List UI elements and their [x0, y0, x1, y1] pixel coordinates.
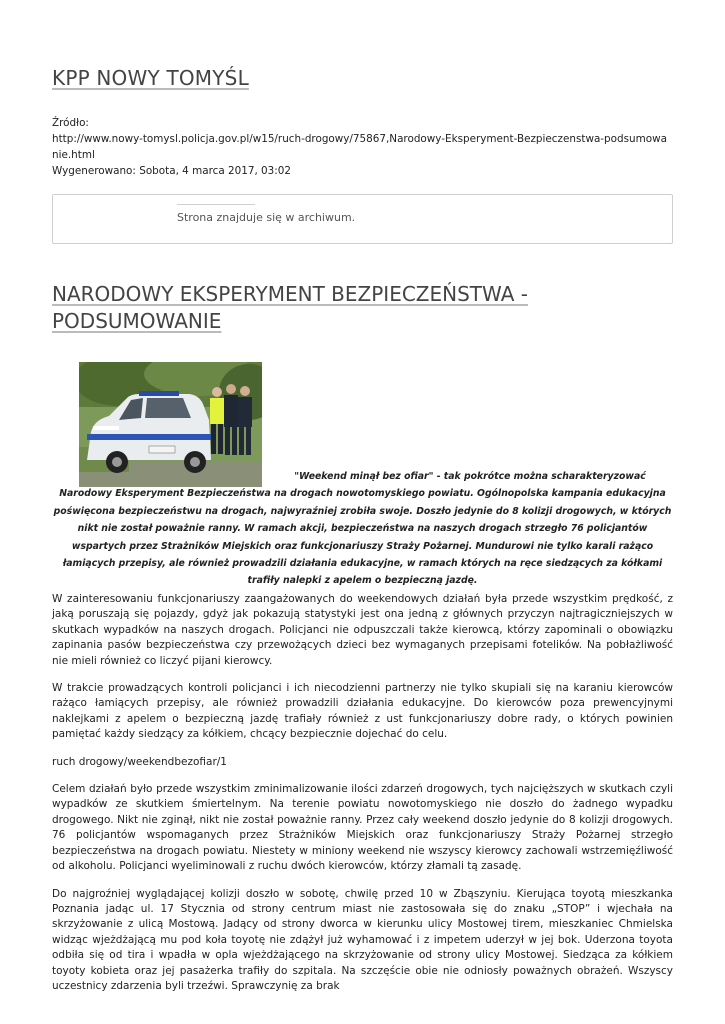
article-title: NARODOWY EKSPERYMENT BEZPIECZEŃSTWA - PODSUMOWANIE: [52, 282, 528, 333]
document-meta: [52, 115, 673, 179]
body-paragraph: W trakcie prowadzących kontroli policjanci i ich niecodzienni partnerzy nie tylko skupiali się na karaniu kierowców rażąco łamiących przepisy, ale również prowadzili działania edukacyjne. Do kierowców poza prewencyjnymi naklejkami z apelem o bezpieczną jazdę trafiały również z ust funkcjonariuszy dobre rady, o których powinien pamiętać każdy siedzący za kółkiem, chcący bezpiecznie dojechać do celu.: [52, 682, 673, 741]
body-paragraph: Do najgroźniej wyglądającej kolizji doszło w sobotę, chwilę przed 10 w Zbąszyniu. Kierująca toyotą mieszkanka Poznania jadąc ul. 17 Stycznia od strony centrum miast nie zastosowała się do znaku „STOP” i wjechała na skrzyżowanie z ulicą Mostową. Jadący od strony dworca w kierunku ulicy Mostowej tirem, mieszkaniec Chmielska widząc wjeżdżającą mu pod koła toyotę nie zdążył już wyhamować i z impetem uderzył w jej bok. Uderzona toyota odbiła się od tira i wpadła w opla wjeżdżającego na skrzyżowanie od strony ulicy Mostowej. Siedząca za kółkiem toyoty kobieta oraz jej pasażerka trafiły do szpitala. Na szczęście obie nie odniosły poważnych obrażeń. Wszyscy uczestnicy zdarzenia byli trzeźwi. Sprawczynię za brak: [52, 887, 673, 992]
archive-notice: Strona znajduje się w archiwum.: [177, 211, 356, 224]
article-body: [52, 592, 673, 1006]
divider: [177, 204, 255, 205]
source-url[interactable]: http://www.nowy-tomysl.policja.gov.pl/w15/ruch-drogowy/75867,Narodowy-Eksperyment-Bezpieczenstwa-podsumowanie.html: [52, 133, 667, 161]
site-title: KPP NOWY TOMYŚL: [52, 66, 249, 90]
generated-date: Wygenerowano: Sobota, 4 marca 2017, 03:02: [52, 165, 291, 177]
body-paragraph: W zainteresowaniu funkcjonariuszy zaangażowanych do weekendowych działań była przede wszystkim prędkość, z jaką poruszają się pojazdy, gdyż jak pokazują statystyki jest ona jedną z głównych przyczyn najtragiczniejszych w skutkach wypadków na naszych drogach. Policjanci nie odpuszczali także kierowcą, którzy zapominali o obowiązku zapinania pasów bezpieczeństwa czy przewożących dzieci bez wymaganych przepisami fotelików. Na pobłażliwość nie mieli również co liczyć pijani kierowcy.: [52, 593, 673, 667]
image-caption-path: ruch drogowy/weekendbezofiar/1: [52, 755, 227, 768]
archive-notice-box: [52, 194, 673, 244]
body-paragraph: Celem działań było przede wszystkim zminimalizowanie ilości zdarzeń drogowych, tych najcięższych w skutkach czyli wypadków ze skutkiem śmiertelnym. Na terenie powiatu nowotomyskiego nie doszło do żadnego wypadku drogowego. Nikt nie zginął, nikt nie został poważnie ranny. Przez cały weekend doszło jedynie do 8 kolizji drogowych. 76 policjantów wspomaganych przez Strażników Miejskich oraz funkcjonariuszy Straży Pożarnej strzegło bezpieczeństwa na drogach powiatu. Niestety w miniony weekend nie wszyscy kierowcy zachowali wstrzemięźliwość od alkoholu. Policjanci wyeliminowali z ruchu dwóch kierowców, którzy złamali tą zasadę.: [52, 783, 673, 873]
article-lead: [52, 468, 673, 590]
lead-text: "Weekend minął bez ofiar" - tak pokrótce można scharakteryzować Narodowy Eksperyment Bezpieczeństwa na drogach nowotomyskiego powiatu. Ogólnopolska kampania edukacyjna poświęcona bezpieczeństwu na drogach, najwyraźniej zrobiła swoje. Doszło jedynie do 8 kolizji drogowych, w których nikt nie został poważnie ranny. W ramach akcji, bezpieczeństwa na naszych drogach strzegło 76 policjantów wspartych przez Strażników Miejskich oraz funkcjonariuszy Straży Pożarnej. Mundurowi nie tylko karali rażąco łamiących przepisy, ale również prowadzili działania edukacyjne, w ramach których na ręce siedzących za kółkami trafiły nalepki z apelem o bezpieczną jazdę.: [53, 471, 672, 587]
source-label: Źródło:: [52, 117, 89, 129]
